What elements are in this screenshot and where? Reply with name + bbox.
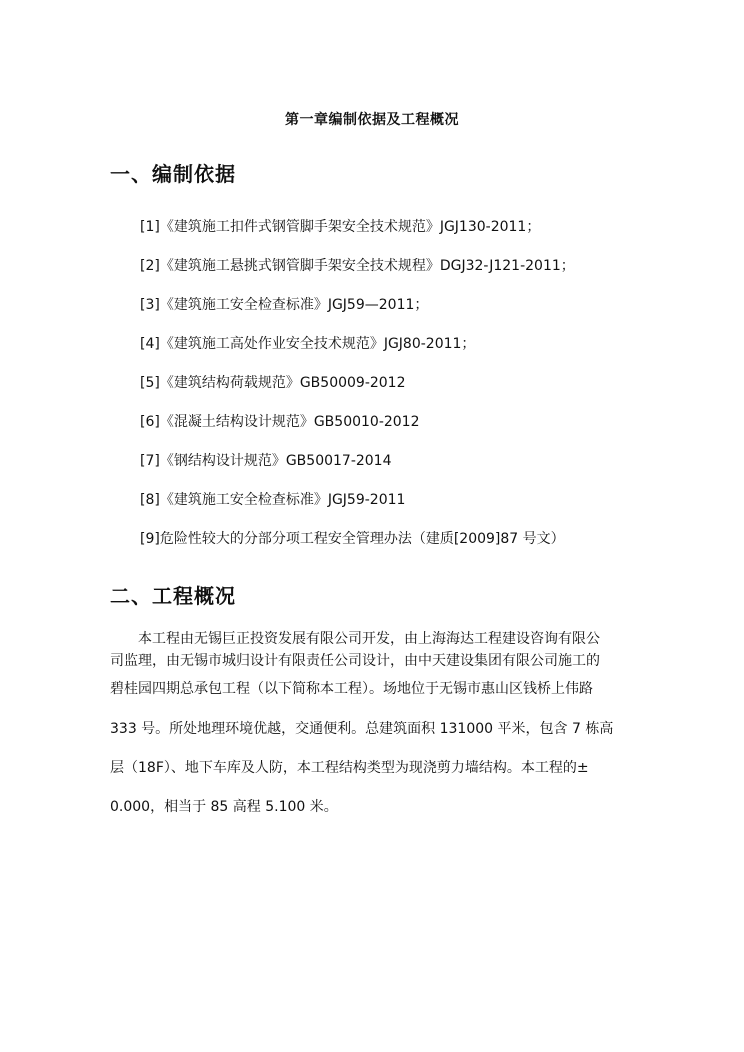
reference-item: [9]危险性较大的分部分项工程安全管理办法（建质[2009]87 号文）: [140, 531, 565, 547]
reference-item: [4]《建筑施工高处作业安全技术规范》JGJ80-2011；: [140, 336, 476, 352]
overview-line: 司监理，由无锡市城归设计有限责任公司设计，由中天建设集团有限公司施工的: [110, 653, 600, 669]
reference-item: [1]《建筑施工扣件式钢管脚手架安全技术规范》JGJ130-2011；: [140, 219, 541, 235]
reference-list: [140, 216, 575, 567]
reference-item: [6]《混凝土结构设计规范》GB50010-2012: [140, 414, 420, 430]
overview-line: 层（18F）、地下车库及人防，本工程结构类型为现浇剪力墙结构。本工程的±: [110, 760, 589, 776]
overview-line: 333 号。所处地理环境优越，交通便利。总建筑面积 131000 平米，包含 7 栋高: [110, 721, 614, 737]
reference-item: [7]《钢结构设计规范》GB50017-2014: [140, 453, 392, 469]
chapter-title: 第一章编制依据及工程概况: [285, 112, 459, 128]
reference-item: [3]《建筑施工安全检查标准》JGJ59—2011；: [140, 297, 429, 313]
reference-item: [8]《建筑施工安全检查标准》JGJ59-2011: [140, 492, 406, 508]
reference-item: [2]《建筑施工悬挑式钢管脚手架安全技术规程》DGJ32-J121-2011；: [140, 258, 575, 274]
overview-line: 0.000，相当于 85 高程 5.100 米。: [110, 799, 338, 815]
overview-line: 碧桂园四期总承包工程（以下简称本工程）。场地位于无锡市惠山区钱桥上伟路: [110, 681, 593, 697]
reference-item: [5]《建筑结构荷载规范》GB50009-2012: [140, 375, 406, 391]
section-heading-overview: 二、工程概况: [110, 584, 236, 608]
section-heading-basis: 一、编制依据: [110, 162, 236, 186]
overview-line: 本工程由无锡巨正投资发展有限公司开发，由上海海达工程建设咨询有限公: [138, 631, 600, 647]
